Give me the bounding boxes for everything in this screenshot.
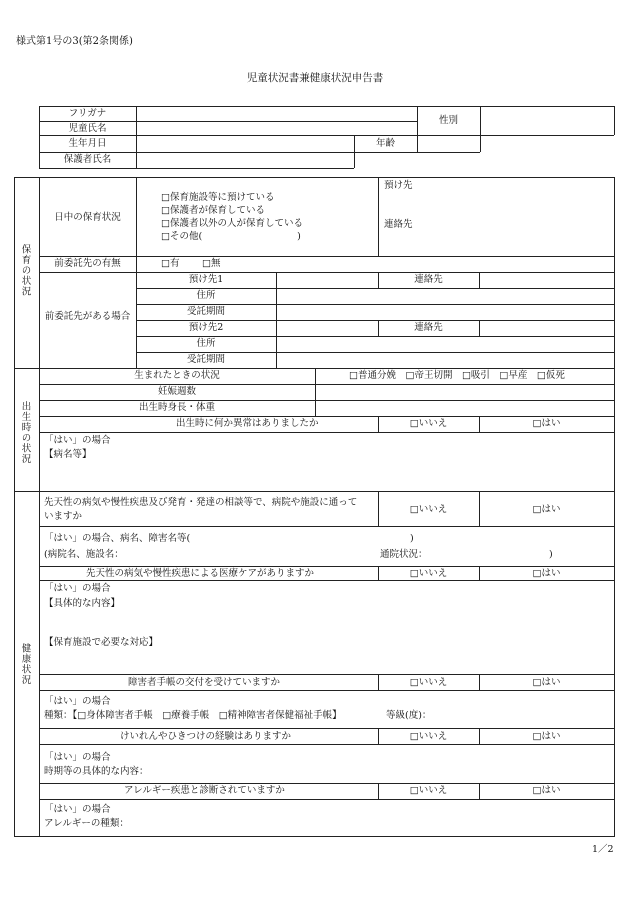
period1-label: 受託期間 [186, 306, 225, 317]
care-section-label: 保育の状況 [19, 244, 31, 297]
q3-yes[interactable]: □はい [532, 677, 561, 688]
prev-yes-checkbox[interactable]: □有 [161, 258, 180, 269]
birth-condition-label: 生まれたときの状況 [134, 370, 220, 381]
q2-yes[interactable]: □はい [532, 568, 561, 579]
document-title: 児童状況書兼健康状況申告書 [246, 72, 384, 84]
q4-no[interactable]: □いいえ [409, 731, 448, 742]
birth-if-yes: 「はい」の場合 [44, 435, 111, 446]
q5-detail-label: アレルギーの種類： [44, 818, 129, 829]
birth-abnormal-no[interactable]: □いいえ [409, 418, 448, 429]
health-section-label: 健康状況 [19, 643, 31, 685]
q1-yes[interactable]: □はい [532, 504, 561, 515]
q5-no[interactable]: □いいえ [409, 785, 448, 796]
contact-label: 連絡先 [384, 219, 413, 230]
q1-line2: いますか [44, 511, 83, 522]
depositee-label: 預け先 [384, 180, 413, 191]
q1-visit-status-label: 通院状況： [380, 549, 428, 560]
depositee1-label: 預け先1 [188, 274, 224, 285]
gestation-label: 妊娠週数 [157, 386, 196, 397]
q4-yes[interactable]: □はい [532, 731, 561, 742]
care-option-guardian[interactable]: □保護者が保育している [161, 205, 265, 216]
prev-case-label: 前委託先がある場合 [44, 311, 131, 322]
q1-line1: 先天性の病気や慢性疾患及び発育・発達の相談等で、病院や施設に通って [44, 497, 358, 508]
q2-if-yes: 「はい」の場合 [44, 583, 111, 594]
q5-question: アレルギー疾患と診断されていますか [124, 785, 285, 796]
address2-label: 住所 [196, 338, 216, 349]
birth-section-label: 出生時の状況 [19, 401, 31, 464]
guardian-name-label: 保護者氏名 [63, 154, 112, 165]
age-label: 年齢 [375, 138, 395, 149]
q2-question: 先天性の病気や慢性疾患による医療ケアがありますか [86, 568, 315, 579]
child-name-label: 児童氏名 [68, 123, 107, 134]
birth-abnormal-yes[interactable]: □はい [532, 418, 561, 429]
birth-abnormal-question: 出生時に何か異常はありましたか [176, 418, 319, 429]
q3-no[interactable]: □いいえ [409, 677, 448, 688]
contact2-label: 連絡先 [414, 322, 443, 333]
q2-no[interactable]: □いいえ [409, 568, 448, 579]
period2-label: 受託期間 [186, 354, 225, 365]
q1-close-paren-2: ) [549, 549, 553, 560]
birth-date-label: 生年月日 [68, 138, 107, 149]
q4-detail-label: 時期等の具体的な内容： [44, 766, 149, 777]
form-id: 様式第1号の3(第2条関係) [16, 36, 133, 47]
q5-yes[interactable]: □はい [532, 785, 561, 796]
birth-disease-label: 【病名等】 [44, 449, 92, 460]
q1-if-yes-disease: 「はい」の場合、病名、障害名等( [44, 533, 191, 544]
q3-types[interactable]: 種類：【□身体障害者手帳 □療養手帳 □精神障害者保健福祉手帳】 [44, 710, 342, 721]
address1-label: 住所 [196, 290, 216, 301]
q4-if-yes: 「はい」の場合 [44, 752, 111, 763]
prev-consignee-label: 前委託先の有無 [54, 258, 121, 269]
q2-response-label: 【保育施設で必要な対応】 [44, 637, 159, 648]
q3-if-yes: 「はい」の場合 [44, 696, 111, 707]
birth-condition-options[interactable]: □普通分娩 □帝王切開 □吸引 □早産 □仮死 [349, 370, 565, 381]
sex-label: 性別 [438, 115, 458, 126]
q2-detail-label: 【具体的な内容】 [44, 598, 121, 609]
daytime-care-label: 日中の保育状況 [54, 212, 121, 223]
q4-question: けいれんやひきつけの経験はありますか [120, 731, 292, 742]
q1-hospital-label: (病院名、施設名： [44, 549, 124, 560]
q3-question: 障害者手帳の交付を受けていますか [128, 677, 281, 688]
depositee2-label: 預け先2 [188, 322, 224, 333]
care-option-facility[interactable]: □保育施設等に預けている [161, 192, 275, 203]
page-number: 1／2 [592, 844, 614, 855]
q1-no[interactable]: □いいえ [409, 504, 448, 515]
q1-close-paren: ) [410, 533, 414, 544]
care-option-other-person[interactable]: □保護者以外の人が保育している [161, 218, 303, 229]
furigana-label: フリガナ [68, 108, 107, 119]
birth-height-weight-label: 出生時身長・体重 [138, 402, 215, 413]
q5-if-yes: 「はい」の場合 [44, 804, 111, 815]
contact1-label: 連絡先 [414, 274, 443, 285]
prev-no-checkbox[interactable]: □無 [202, 258, 221, 269]
q3-grade-label: 等級(度)： [386, 710, 432, 721]
care-option-other[interactable]: □その他( ) [161, 231, 301, 242]
